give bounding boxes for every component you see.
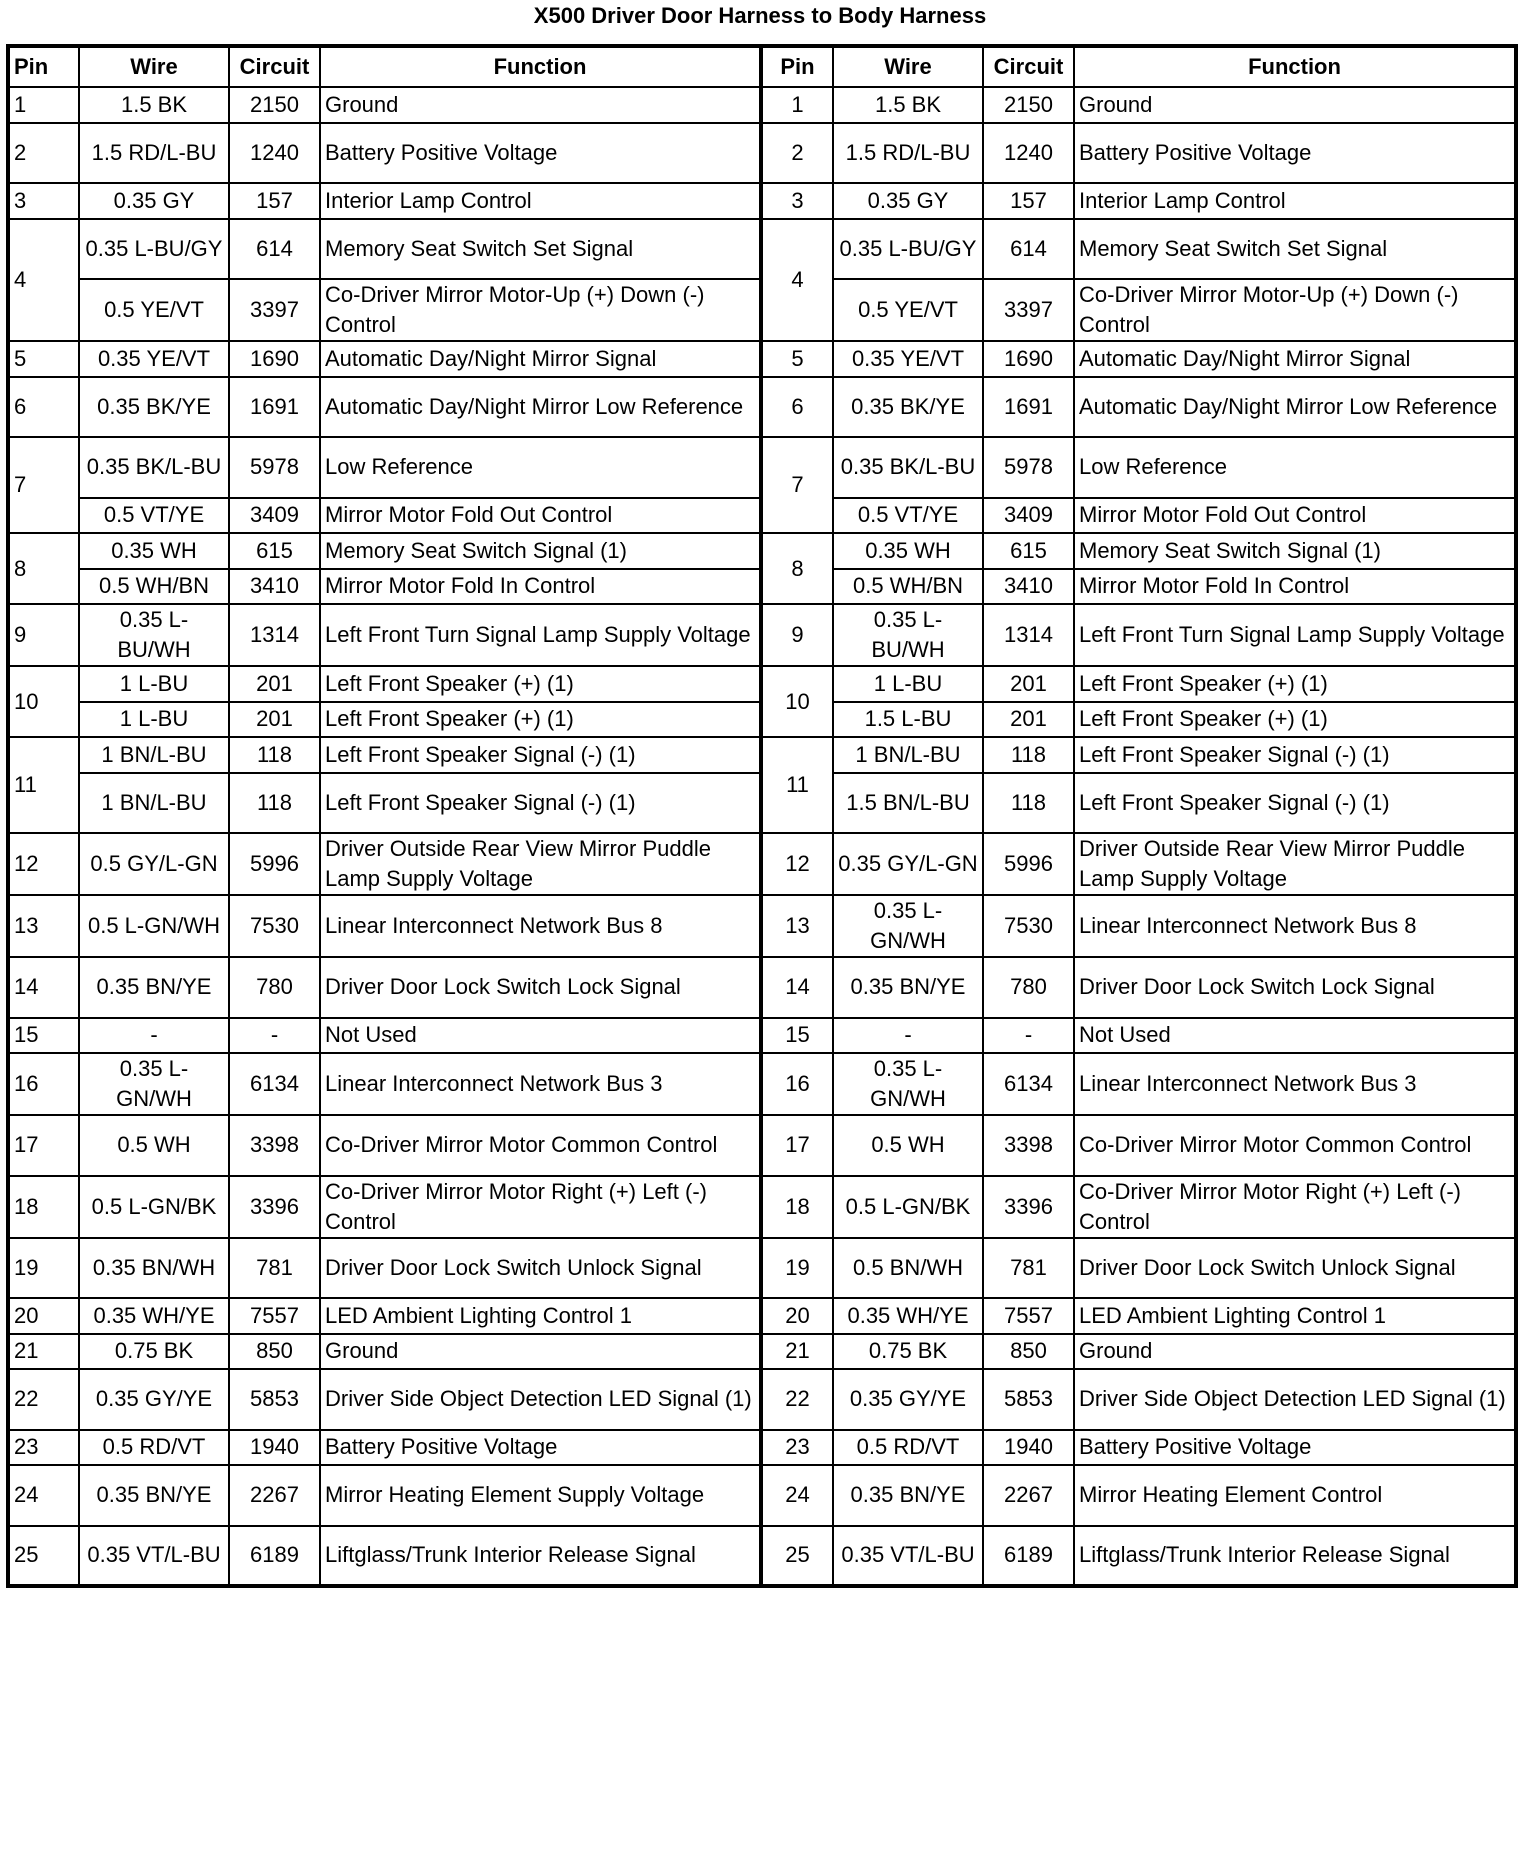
circuit-cell: 3410 (229, 569, 320, 605)
circuit-cell: 5978 (229, 437, 320, 498)
circuit-cell: 1691 (983, 377, 1074, 438)
wire-cell: 0.5 RD/VT (79, 1430, 229, 1466)
pin-cell: 1 (761, 87, 833, 123)
function-cell: Left Front Turn Signal Lamp Supply Voltage (1074, 604, 1516, 666)
wire-cell: 0.35 VT/L-BU (79, 1526, 229, 1587)
wire-cell: 0.35 L-GN/WH (833, 895, 983, 957)
wire-cell: 0.35 L-GN/WH (833, 1053, 983, 1115)
function-cell: Ground (320, 1334, 761, 1370)
circuit-cell: 781 (983, 1238, 1074, 1299)
circuit-cell: 201 (983, 666, 1074, 702)
wire-cell: 0.35 YE/VT (833, 341, 983, 377)
header-row (8, 46, 1516, 87)
pin-cell: 22 (8, 1369, 79, 1430)
circuit-cell: 1690 (983, 341, 1074, 377)
table-row (8, 1334, 1516, 1370)
function-cell: Co-Driver Mirror Motor Right (+) Left (-) Control (320, 1176, 761, 1238)
pin-cell: 20 (761, 1298, 833, 1334)
function-cell: LED Ambient Lighting Control 1 (320, 1298, 761, 1334)
circuit-cell: 2267 (983, 1465, 1074, 1526)
pin-cell: 6 (761, 377, 833, 438)
circuit-cell: 2150 (229, 87, 320, 123)
circuit-cell: 3397 (983, 279, 1074, 341)
wire-cell: 0.75 BK (79, 1334, 229, 1370)
circuit-cell: 5853 (983, 1369, 1074, 1430)
pin-cell: 24 (8, 1465, 79, 1526)
circuit-cell: 3398 (229, 1115, 320, 1176)
function-cell: Battery Positive Voltage (320, 123, 761, 184)
table-row (8, 1465, 1516, 1526)
wire-cell: 0.5 BN/WH (833, 1238, 983, 1299)
wire-cell: 0.35 BK/L-BU (79, 437, 229, 498)
wire-cell: 1 BN/L-BU (79, 773, 229, 834)
circuit-cell: 201 (229, 702, 320, 738)
wire-cell: 1.5 RD/L-BU (833, 123, 983, 184)
wire-cell: - (833, 1018, 983, 1054)
circuit-cell: 614 (229, 219, 320, 280)
circuit-cell: 7530 (229, 895, 320, 957)
function-cell: Automatic Day/Night Mirror Low Reference (1074, 377, 1516, 438)
table-body (8, 87, 1516, 1586)
table-row (8, 533, 1516, 569)
wire-cell: 1 BN/L-BU (833, 737, 983, 773)
function-cell: Left Front Speaker (+) (1) (1074, 666, 1516, 702)
pin-cell: 25 (8, 1526, 79, 1587)
pin-cell: 7 (8, 437, 79, 533)
circuit-cell: 3409 (983, 498, 1074, 534)
circuit-cell: 6134 (229, 1053, 320, 1115)
wire-cell: 0.5 WH (79, 1115, 229, 1176)
table-row (8, 1053, 1516, 1115)
wire-cell: 0.5 GY/L-GN (79, 833, 229, 895)
circuit-cell: 5853 (229, 1369, 320, 1430)
wire-cell: 0.35 BK/L-BU (833, 437, 983, 498)
table-row (8, 1430, 1516, 1466)
header-wire: Wire (833, 46, 983, 87)
circuit-cell: 850 (983, 1334, 1074, 1370)
pin-cell: 9 (8, 604, 79, 666)
pin-cell: 2 (8, 123, 79, 184)
pin-cell: 17 (8, 1115, 79, 1176)
wire-cell: 0.35 L-BU/GY (833, 219, 983, 280)
header-circuit: Circuit (229, 46, 320, 87)
function-cell: Left Front Speaker Signal (-) (1) (1074, 773, 1516, 834)
circuit-cell: 1314 (983, 604, 1074, 666)
circuit-cell: 3396 (229, 1176, 320, 1238)
circuit-cell: 118 (229, 737, 320, 773)
wire-cell: 0.35 GY/L-GN (833, 833, 983, 895)
wire-cell: 0.35 GY (833, 183, 983, 219)
wire-cell: 0.75 BK (833, 1334, 983, 1370)
function-cell: Co-Driver Mirror Motor-Up (+) Down (-) Control (1074, 279, 1516, 341)
circuit-cell: 7530 (983, 895, 1074, 957)
pin-cell: 10 (8, 666, 79, 737)
table-row (8, 1526, 1516, 1587)
pin-cell: 18 (761, 1176, 833, 1238)
pin-cell: 12 (8, 833, 79, 895)
wire-cell: 0.35 BK/YE (79, 377, 229, 438)
circuit-cell: 1314 (229, 604, 320, 666)
pin-cell: 3 (8, 183, 79, 219)
pin-cell: 5 (761, 341, 833, 377)
wire-cell: 0.5 WH/BN (833, 569, 983, 605)
function-cell: Driver Door Lock Switch Unlock Signal (1074, 1238, 1516, 1299)
circuit-cell: 3397 (229, 279, 320, 341)
function-cell: Left Front Speaker Signal (-) (1) (320, 773, 761, 834)
wire-cell: 0.35 YE/VT (79, 341, 229, 377)
wire-cell: 0.35 BK/YE (833, 377, 983, 438)
wire-cell: 0.35 GY/YE (79, 1369, 229, 1430)
wire-cell: 1 L-BU (833, 666, 983, 702)
pin-cell: 11 (8, 737, 79, 833)
pin-cell: 13 (761, 895, 833, 957)
table-row (8, 833, 1516, 895)
function-cell: Automatic Day/Night Mirror Low Reference (320, 377, 761, 438)
function-cell: Co-Driver Mirror Motor Right (+) Left (-) Control (1074, 1176, 1516, 1238)
circuit-cell: 850 (229, 1334, 320, 1370)
function-cell: Driver Side Object Detection LED Signal (1) (320, 1369, 761, 1430)
wire-cell: 0.35 BN/YE (79, 957, 229, 1018)
wire-cell: 0.5 L-GN/BK (79, 1176, 229, 1238)
pin-cell: 14 (8, 957, 79, 1018)
header-circuit: Circuit (983, 46, 1074, 87)
circuit-cell: 201 (229, 666, 320, 702)
function-cell: Driver Door Lock Switch Unlock Signal (320, 1238, 761, 1299)
pin-cell: 9 (761, 604, 833, 666)
circuit-cell: 157 (983, 183, 1074, 219)
function-cell: Memory Seat Switch Signal (1) (320, 533, 761, 569)
pin-cell: 25 (761, 1526, 833, 1587)
circuit-cell: 614 (983, 219, 1074, 280)
table-row (8, 377, 1516, 438)
wire-cell: 0.35 WH (79, 533, 229, 569)
wire-cell: 0.35 BN/YE (79, 1465, 229, 1526)
function-cell: Driver Door Lock Switch Lock Signal (1074, 957, 1516, 1018)
pin-cell: 15 (8, 1018, 79, 1054)
wire-cell: 0.5 WH/BN (79, 569, 229, 605)
pin-cell: 22 (761, 1369, 833, 1430)
pin-cell: 14 (761, 957, 833, 1018)
function-cell: Left Front Speaker (+) (1) (320, 666, 761, 702)
pin-cell: 21 (761, 1334, 833, 1370)
pin-cell: 20 (8, 1298, 79, 1334)
pin-cell: 8 (8, 533, 79, 604)
function-cell: Mirror Motor Fold In Control (1074, 569, 1516, 605)
function-cell: Battery Positive Voltage (1074, 1430, 1516, 1466)
function-cell: Co-Driver Mirror Motor Common Control (1074, 1115, 1516, 1176)
page-title: X500 Driver Door Harness to Body Harness (533, 3, 987, 28)
circuit-cell: 1691 (229, 377, 320, 438)
circuit-cell: 7557 (983, 1298, 1074, 1334)
circuit-cell: 5978 (983, 437, 1074, 498)
table-row (8, 1369, 1516, 1430)
pin-cell: 4 (8, 219, 79, 342)
function-cell: Linear Interconnect Network Bus 8 (320, 895, 761, 957)
function-cell: Not Used (1074, 1018, 1516, 1054)
circuit-cell: 3410 (983, 569, 1074, 605)
circuit-cell: 615 (229, 533, 320, 569)
table-row (8, 737, 1516, 773)
function-cell: Ground (1074, 87, 1516, 123)
circuit-cell: 615 (983, 533, 1074, 569)
function-cell: Battery Positive Voltage (320, 1430, 761, 1466)
wire-cell: 0.35 GY (79, 183, 229, 219)
function-cell: Left Front Speaker Signal (-) (1) (320, 737, 761, 773)
wire-cell: 0.35 L-BU/WH (79, 604, 229, 666)
circuit-cell: - (229, 1018, 320, 1054)
function-cell: Mirror Motor Fold Out Control (1074, 498, 1516, 534)
function-cell: Driver Door Lock Switch Lock Signal (320, 957, 761, 1018)
circuit-cell: 6134 (983, 1053, 1074, 1115)
wire-cell: 0.35 WH (833, 533, 983, 569)
pin-cell: 23 (761, 1430, 833, 1466)
circuit-cell: 157 (229, 183, 320, 219)
wire-cell: 1 BN/L-BU (79, 737, 229, 773)
wire-cell: 0.5 YE/VT (833, 279, 983, 341)
circuit-cell: 1940 (229, 1430, 320, 1466)
circuit-cell: 5996 (983, 833, 1074, 895)
circuit-cell: 2150 (983, 87, 1074, 123)
table-row (8, 1298, 1516, 1334)
circuit-cell: 6189 (983, 1526, 1074, 1587)
pin-cell: 12 (761, 833, 833, 895)
function-cell: Left Front Turn Signal Lamp Supply Voltage (320, 604, 761, 666)
pin-cell: 4 (761, 219, 833, 342)
table-row (8, 437, 1516, 498)
wire-cell: 0.5 WH (833, 1115, 983, 1176)
pin-cell: 8 (761, 533, 833, 604)
circuit-cell: 1690 (229, 341, 320, 377)
pinout-table (6, 44, 1518, 1588)
wire-cell: 1 L-BU (79, 702, 229, 738)
function-cell: Mirror Motor Fold Out Control (320, 498, 761, 534)
wire-cell: 0.5 L-GN/BK (833, 1176, 983, 1238)
circuit-cell: 118 (229, 773, 320, 834)
circuit-cell: 6189 (229, 1526, 320, 1587)
wire-cell: 0.35 L-BU/GY (79, 219, 229, 280)
wire-cell: 1 L-BU (79, 666, 229, 702)
wire-cell: 0.35 GY/YE (833, 1369, 983, 1430)
pin-cell: 19 (8, 1238, 79, 1299)
header-pin: Pin (761, 46, 833, 87)
wire-cell: 0.5 RD/VT (833, 1430, 983, 1466)
circuit-cell: 118 (983, 737, 1074, 773)
table-row (8, 666, 1516, 702)
header-function: Function (320, 46, 761, 87)
table-row (8, 1018, 1516, 1054)
pin-cell: 21 (8, 1334, 79, 1370)
circuit-cell: 3396 (983, 1176, 1074, 1238)
circuit-cell: 780 (229, 957, 320, 1018)
circuit-cell: 1940 (983, 1430, 1074, 1466)
wire-cell: 0.35 VT/L-BU (833, 1526, 983, 1587)
function-cell: Left Front Speaker (+) (1) (320, 702, 761, 738)
pin-cell: 2 (761, 123, 833, 184)
circuit-cell: 781 (229, 1238, 320, 1299)
wire-cell: 0.5 L-GN/WH (79, 895, 229, 957)
function-cell: Automatic Day/Night Mirror Signal (320, 341, 761, 377)
function-cell: Not Used (320, 1018, 761, 1054)
pin-cell: 7 (761, 437, 833, 533)
wire-cell: 1.5 BN/L-BU (833, 773, 983, 834)
table-row (8, 123, 1516, 184)
table-row (8, 957, 1516, 1018)
function-cell: Driver Outside Rear View Mirror Puddle Lamp Supply Voltage (1074, 833, 1516, 895)
wire-cell: 0.35 WH/YE (79, 1298, 229, 1334)
pin-cell: 13 (8, 895, 79, 957)
function-cell: Driver Outside Rear View Mirror Puddle Lamp Supply Voltage (320, 833, 761, 895)
table-row (8, 604, 1516, 666)
table-row (8, 1176, 1516, 1238)
function-cell: Low Reference (1074, 437, 1516, 498)
table-row (8, 183, 1516, 219)
pin-cell: 11 (761, 737, 833, 833)
pin-cell: 17 (761, 1115, 833, 1176)
header-pin: Pin (8, 46, 79, 87)
function-cell: Liftglass/Trunk Interior Release Signal (1074, 1526, 1516, 1587)
wire-cell: 1.5 L-BU (833, 702, 983, 738)
wire-cell: 0.5 YE/VT (79, 279, 229, 341)
function-cell: Linear Interconnect Network Bus 3 (1074, 1053, 1516, 1115)
circuit-cell: 3398 (983, 1115, 1074, 1176)
function-cell: Mirror Heating Element Control (1074, 1465, 1516, 1526)
function-cell: LED Ambient Lighting Control 1 (1074, 1298, 1516, 1334)
table-row (8, 219, 1516, 280)
pin-cell: 24 (761, 1465, 833, 1526)
table-row (8, 341, 1516, 377)
function-cell: Memory Seat Switch Signal (1) (1074, 533, 1516, 569)
function-cell: Battery Positive Voltage (1074, 123, 1516, 184)
circuit-cell: 5996 (229, 833, 320, 895)
pin-cell: 19 (761, 1238, 833, 1299)
header-function: Function (1074, 46, 1516, 87)
circuit-cell: 1240 (983, 123, 1074, 184)
wire-cell: 0.35 L-BU/WH (833, 604, 983, 666)
function-cell: Linear Interconnect Network Bus 3 (320, 1053, 761, 1115)
function-cell: Co-Driver Mirror Motor Common Control (320, 1115, 761, 1176)
function-cell: Low Reference (320, 437, 761, 498)
function-cell: Ground (320, 87, 761, 123)
pin-cell: 1 (8, 87, 79, 123)
circuit-cell: 2267 (229, 1465, 320, 1526)
function-cell: Mirror Heating Element Supply Voltage (320, 1465, 761, 1526)
circuit-cell: - (983, 1018, 1074, 1054)
function-cell: Memory Seat Switch Set Signal (1074, 219, 1516, 280)
pin-cell: 23 (8, 1430, 79, 1466)
function-cell: Interior Lamp Control (320, 183, 761, 219)
table-row (8, 895, 1516, 957)
wire-cell: 0.5 VT/YE (79, 498, 229, 534)
pin-cell: 6 (8, 377, 79, 438)
function-cell: Ground (1074, 1334, 1516, 1370)
pin-cell: 18 (8, 1176, 79, 1238)
function-cell: Left Front Speaker (+) (1) (1074, 702, 1516, 738)
circuit-cell: 201 (983, 702, 1074, 738)
function-cell: Interior Lamp Control (1074, 183, 1516, 219)
wire-cell: 1.5 RD/L-BU (79, 123, 229, 184)
circuit-cell: 1240 (229, 123, 320, 184)
wire-cell: 1.5 BK (833, 87, 983, 123)
function-cell: Linear Interconnect Network Bus 8 (1074, 895, 1516, 957)
pin-cell: 16 (8, 1053, 79, 1115)
pin-cell: 3 (761, 183, 833, 219)
circuit-cell: 3409 (229, 498, 320, 534)
function-cell: Driver Side Object Detection LED Signal (1) (1074, 1369, 1516, 1430)
function-cell: Automatic Day/Night Mirror Signal (1074, 341, 1516, 377)
function-cell: Mirror Motor Fold In Control (320, 569, 761, 605)
table-row (8, 1238, 1516, 1299)
wire-cell: 0.35 L-GN/WH (79, 1053, 229, 1115)
wire-cell: 0.5 VT/YE (833, 498, 983, 534)
wire-cell: - (79, 1018, 229, 1054)
table-row (8, 87, 1516, 123)
wire-cell: 0.35 WH/YE (833, 1298, 983, 1334)
function-cell: Memory Seat Switch Set Signal (320, 219, 761, 280)
pin-cell: 16 (761, 1053, 833, 1115)
function-cell: Liftglass/Trunk Interior Release Signal (320, 1526, 761, 1587)
pin-cell: 10 (761, 666, 833, 737)
wire-cell: 0.35 BN/WH (79, 1238, 229, 1299)
circuit-cell: 7557 (229, 1298, 320, 1334)
wire-cell: 0.35 BN/YE (833, 1465, 983, 1526)
table-row (8, 1115, 1516, 1176)
function-cell: Left Front Speaker Signal (-) (1) (1074, 737, 1516, 773)
header-wire: Wire (79, 46, 229, 87)
function-cell: Co-Driver Mirror Motor-Up (+) Down (-) Control (320, 279, 761, 341)
pin-cell: 15 (761, 1018, 833, 1054)
wire-cell: 1.5 BK (79, 87, 229, 123)
pin-cell: 5 (8, 341, 79, 377)
wire-cell: 0.35 BN/YE (833, 957, 983, 1018)
circuit-cell: 780 (983, 957, 1074, 1018)
circuit-cell: 118 (983, 773, 1074, 834)
